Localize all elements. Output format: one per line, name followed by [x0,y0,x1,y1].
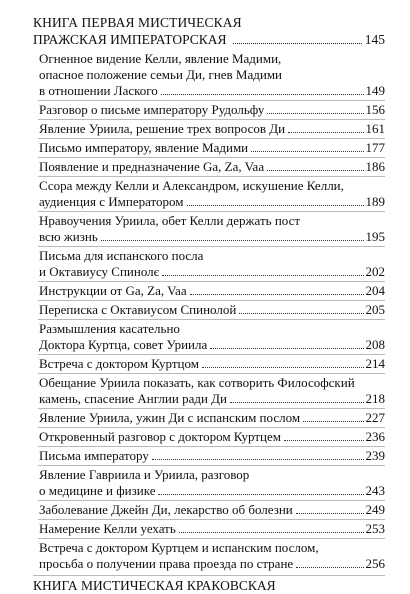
toc-entry-text-line: Обещание Уриила показать, как сотворить Философский [39,375,355,390]
toc-entry-last-line [39,483,385,499]
dot-leader [284,439,364,441]
toc-entry[interactable] [38,176,385,211]
toc-entry-title: в отношении Лаского [39,83,158,98]
section-title-row [33,31,385,48]
toc-entry-title: и Октавиусу Спинолє [39,264,160,279]
toc-entry-last-line [39,302,385,318]
dot-leader [233,42,362,44]
toc-entry[interactable] [38,519,385,538]
toc-entry-page-number: 202 [365,264,385,279]
toc-entry[interactable] [38,157,385,176]
toc-entry-page-number: 243 [365,483,385,498]
toc-entry[interactable] [38,246,385,281]
dot-leader [161,93,364,95]
dot-leader [296,512,364,514]
toc-entry-page-number: 249 [365,502,385,517]
toc-entry-page-number: 208 [365,337,385,352]
dot-leader [158,493,363,495]
toc-entry-page-number: 156 [365,102,385,117]
toc-entry-title: Инструкции от Ga, Za, Vaa [39,283,187,298]
dot-leader [239,312,363,314]
toc-entry[interactable] [38,373,385,408]
toc-entry-page-number: 204 [365,283,385,298]
toc-entry-last-line [39,429,385,445]
toc-entry[interactable] [38,100,385,119]
toc-entry-title: Откровенный разговор с доктором Куртцем [39,429,281,444]
toc-entry[interactable] [38,408,385,427]
toc-entry[interactable] [38,354,385,373]
toc-entry[interactable] [38,119,385,138]
dot-leader [230,401,364,403]
toc-entry-last-line [39,391,385,407]
toc-entry-title: Доктора Куртца, совет Уриила [39,337,208,352]
toc-entry[interactable] [38,446,385,465]
toc-entry-title: Явление Уриила, решение трех вопросов Ди [39,121,286,136]
toc-entry-title: Разговор о письме императору Рудольфу [39,102,265,117]
dot-leader [288,131,363,133]
toc-entry[interactable] [38,50,385,100]
toc-entry-page-number: 236 [365,429,385,444]
toc-entry-last-line [39,502,385,518]
toc-entry-last-line [39,448,385,464]
dot-leader [152,458,364,460]
toc-entry-title: просьба о получении права проезда по стране [39,556,294,571]
toc-entries [38,50,385,573]
toc-entry-last-line [39,140,385,156]
toc-entry-last-line [39,264,385,280]
toc-entry-last-line [39,159,385,175]
toc-entry-title: аудиенция с Императором [39,194,184,209]
toc-entry-title: Письма императору [39,448,149,463]
toc-entry[interactable] [38,281,385,300]
toc-entry-page-number: 239 [365,448,385,463]
section-page-number: 145 [364,32,385,47]
toc-entry-text-line: Явление Гавриила и Уриила, разговор [39,467,250,482]
toc-entry[interactable] [38,300,385,319]
dot-leader [251,150,363,152]
toc-entry-title: о медицине и физике [39,483,156,498]
toc-entry-text-line: опасное положение семьи Ди, гнев Мадими [39,67,283,82]
toc-entry-last-line [39,356,385,372]
toc-entry-title: Встреча с доктором Куртцом [39,356,199,371]
toc-entry-title: Переписка с Октавиусом Спинолой [39,302,237,317]
toc-entry-page-number: 253 [365,521,385,536]
dot-leader [267,112,363,114]
toc-entry[interactable] [38,211,385,246]
toc-entry-text-line: Письма для испанского посла [39,248,204,263]
toc-entry-last-line [39,229,385,245]
toc-entry-last-line [39,337,385,353]
dot-leader [179,531,364,533]
toc-entry-last-line [39,102,385,118]
toc-entry-last-line [39,194,385,210]
dot-leader [202,366,364,368]
toc-entry-last-line [39,283,385,299]
toc-entry[interactable] [38,538,385,573]
toc-entry-page-number: 256 [365,556,385,571]
dot-leader [210,347,363,349]
toc-entry-page-number: 177 [365,140,385,155]
toc-entry-page-number: 189 [365,194,385,209]
toc-entry-title: Намерение Келли уехать [39,521,176,536]
dot-leader [187,204,364,206]
toc-entry-last-line [39,556,385,572]
toc-entry-last-line [39,121,385,137]
toc-entry-title: Появление и предназначение Ga, Za, Vaa [39,159,265,174]
section-title-krakow: КНИГА МИСТИЧЕСКАЯ КРАКОВСКАЯ [33,575,385,594]
toc-entry-text-line: Ссора между Келли и Александром, искушение Келли, [39,178,344,193]
toc-entry-text-line: Встреча с доктором Куртцем и испанским послом, [39,540,319,555]
toc-entry[interactable] [38,427,385,446]
toc-entry[interactable] [38,465,385,500]
toc-entry-title: всю жизнь [39,229,98,244]
dot-leader [296,566,363,568]
section-title-line1: КНИГА ПЕРВАЯ МИСТИЧЕСКАЯ [33,15,242,30]
toc-entry-text-line: Нравоучения Уриила, обет Келли держать пост [39,213,301,228]
toc-entry[interactable] [38,138,385,157]
toc-entry-page-number: 195 [365,229,385,244]
toc-entry-page-number: 205 [365,302,385,317]
toc-entry[interactable] [38,319,385,354]
dot-leader [101,239,364,241]
toc-entry-page-number: 214 [365,356,385,371]
toc-entry[interactable] [38,500,385,519]
toc-entry-title: Явление Уриила, ужин Ди с испанским послом [39,410,301,425]
toc-entry-title: камень, спасение Англии ради Ди [39,391,227,406]
toc-entry-last-line [39,83,385,99]
toc-entry-page-number: 149 [365,83,385,98]
toc-entry-last-line [39,521,385,537]
dot-leader [303,420,363,422]
dot-leader [162,274,363,276]
toc-entry-text-line: Огненное видение Келли, явление Мадими, [39,51,282,66]
toc-entry-last-line [39,410,385,426]
dot-leader [267,169,363,171]
section-title-line2: ПРАЖСКАЯ ИМПЕРАТОРСКАЯ [33,32,227,47]
toc-entry-title: Письмо императору, явление Мадими [39,140,249,155]
toc-entry-page-number: 227 [365,410,385,425]
toc-entry-title: Заболевание Джейн Ди, лекарство об болезни [39,502,293,517]
dot-leader [190,293,364,295]
toc-entry-page-number: 218 [365,391,385,406]
toc-entry-page-number: 186 [365,159,385,174]
toc-entry-text-line: Размышления касательно [39,321,180,336]
table-of-contents [33,14,385,594]
toc-entry-page-number: 161 [365,121,385,136]
